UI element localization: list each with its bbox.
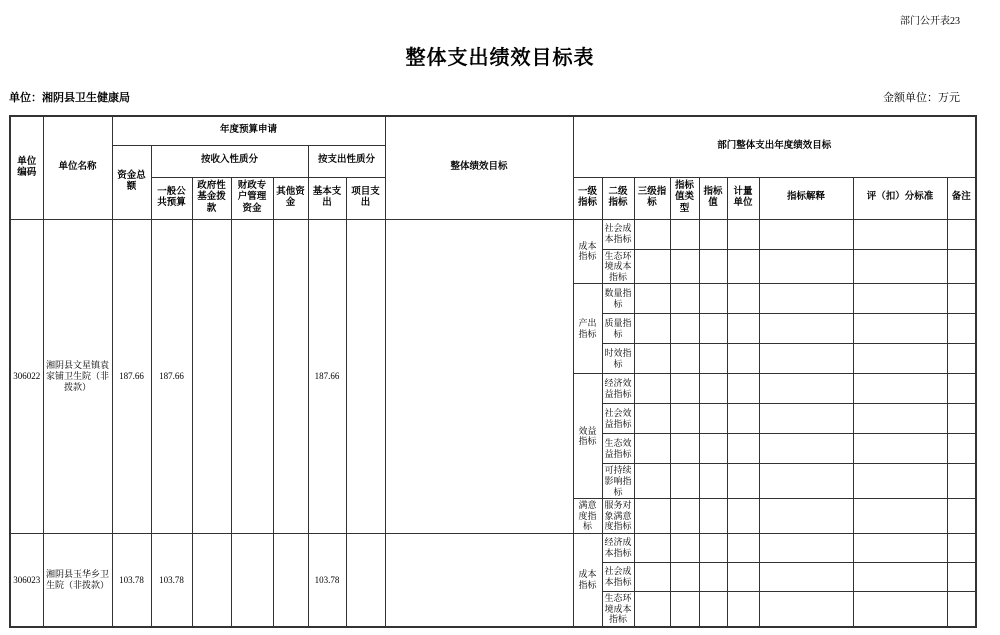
level2-indicator-cell: 生态效益指标 [602, 434, 634, 464]
header-other-funds: 其他资金 [273, 177, 308, 219]
scoring-cell [853, 499, 947, 534]
table-row [10, 533, 976, 562]
explanation-cell [759, 533, 853, 562]
project-expenditure-cell [346, 533, 385, 626]
unit-name-cell: 湘阴县文星镇袁家铺卫生院（非拨款） [43, 219, 112, 533]
level3-cell [634, 404, 670, 434]
level3-cell [634, 499, 670, 534]
header-value-type: 指标值类型 [670, 177, 699, 219]
unit-code-cell: 306022 [10, 219, 43, 533]
level2-indicator-cell: 社会成本指标 [602, 219, 634, 249]
unit-measure-cell [727, 219, 759, 249]
unit-measure-cell [727, 591, 759, 626]
header-unit-measure: 计量单位 [727, 177, 759, 219]
unit-measure-cell [727, 314, 759, 344]
indicator-value-cell [699, 464, 727, 499]
header-unit-code: 单位编码 [10, 116, 43, 219]
unit-measure-cell [727, 533, 759, 562]
value-type-cell [670, 374, 699, 404]
unit-measure-cell [727, 499, 759, 534]
value-type-cell [670, 533, 699, 562]
unit-measure-cell [727, 464, 759, 499]
value-type-cell [670, 219, 699, 249]
scoring-cell [853, 219, 947, 249]
level1-indicator-cell: 成本指标 [573, 219, 602, 284]
header-scoring: 评（扣）分标准 [853, 177, 947, 219]
unit-measure-cell [727, 284, 759, 314]
level2-indicator-cell: 经济效益指标 [602, 374, 634, 404]
header-general-public-budget: 一般公共预算 [151, 177, 192, 219]
gov-fund-cell [192, 533, 231, 626]
level3-cell [634, 533, 670, 562]
value-type-cell [670, 314, 699, 344]
explanation-cell [759, 464, 853, 499]
fiscal-special-cell [231, 533, 273, 626]
explanation-cell [759, 219, 853, 249]
explanation-cell [759, 591, 853, 626]
header-basic-expenditure: 基本支出 [308, 177, 346, 219]
level3-cell [634, 284, 670, 314]
indicator-value-cell [699, 314, 727, 344]
level3-cell [634, 464, 670, 499]
total-funds-cell: 103.78 [112, 533, 151, 626]
project-expenditure-cell [346, 219, 385, 533]
explanation-cell [759, 249, 853, 284]
scoring-cell [853, 284, 947, 314]
header-remark: 备注 [947, 177, 976, 219]
scoring-cell [853, 562, 947, 591]
table-row [10, 219, 976, 249]
header-by-income: 按收入性质分 [151, 145, 308, 177]
header-by-expenditure: 按支出性质分 [308, 145, 385, 177]
amount-unit-label: 金额单位：万元 [883, 92, 960, 104]
explanation-cell [759, 434, 853, 464]
level2-indicator-cell: 社会成本指标 [602, 562, 634, 591]
header-level2: 二级指标 [602, 177, 634, 219]
scoring-cell [853, 533, 947, 562]
level1-indicator-cell: 满意度指标 [573, 499, 602, 534]
level2-indicator-cell: 服务对象满意度指标 [602, 499, 634, 534]
remark-cell [947, 404, 976, 434]
level2-indicator-cell: 经济成本指标 [602, 533, 634, 562]
header-gov-fund: 政府性基金拨款 [192, 177, 231, 219]
unit-code-cell: 306023 [10, 533, 43, 626]
unit-measure-cell [727, 249, 759, 284]
scoring-cell [853, 344, 947, 374]
remark-cell [947, 562, 976, 591]
remark-cell [947, 344, 976, 374]
value-type-cell [670, 284, 699, 314]
value-type-cell [670, 249, 699, 284]
indicator-value-cell [699, 344, 727, 374]
level1-indicator-cell: 成本指标 [573, 533, 602, 626]
header-overall-target: 整体绩效目标 [385, 116, 573, 219]
level1-indicator-cell: 效益指标 [573, 374, 602, 499]
basic-expenditure-cell: 103.78 [308, 533, 346, 626]
remark-cell [947, 249, 976, 284]
value-type-cell [670, 404, 699, 434]
header-level3: 三级指标 [634, 177, 670, 219]
remark-cell [947, 374, 976, 404]
header-unit-name: 单位名称 [43, 116, 112, 219]
level3-cell [634, 562, 670, 591]
value-type-cell [670, 434, 699, 464]
indicator-value-cell [699, 533, 727, 562]
header-total-funds: 资金总额 [112, 145, 151, 219]
scoring-cell [853, 464, 947, 499]
header-dept-annual-target: 部门整体支出年度绩效目标 [573, 116, 976, 177]
overall-target-cell [385, 219, 573, 533]
level2-indicator-cell: 质量指标 [602, 314, 634, 344]
gov-fund-cell [192, 219, 231, 533]
unit-measure-cell [727, 344, 759, 374]
scoring-cell [853, 434, 947, 464]
explanation-cell [759, 562, 853, 591]
level2-indicator-cell: 数量指标 [602, 284, 634, 314]
form-number-label: 部门公开表23 [900, 16, 960, 27]
indicator-value-cell [699, 591, 727, 626]
level2-indicator-cell: 时效指标 [602, 344, 634, 374]
level2-indicator-cell: 可持续影响指标 [602, 464, 634, 499]
scoring-cell [853, 404, 947, 434]
header-indicator-value: 指标值 [699, 177, 727, 219]
indicator-value-cell [699, 404, 727, 434]
level3-cell [634, 344, 670, 374]
unit-name-cell: 湘阴县玉华乡卫生院（非拨款） [43, 533, 112, 626]
level3-cell [634, 434, 670, 464]
value-type-cell [670, 591, 699, 626]
explanation-cell [759, 314, 853, 344]
scoring-cell [853, 314, 947, 344]
remark-cell [947, 314, 976, 344]
scoring-cell [853, 374, 947, 404]
fiscal-special-cell [231, 219, 273, 533]
other-funds-cell [273, 533, 308, 626]
remark-cell [947, 434, 976, 464]
remark-cell [947, 591, 976, 626]
performance-target-table [9, 115, 977, 628]
value-type-cell [670, 464, 699, 499]
level3-cell [634, 591, 670, 626]
scoring-cell [853, 591, 947, 626]
level3-cell [634, 374, 670, 404]
level1-indicator-cell: 产出指标 [573, 284, 602, 374]
remark-cell [947, 499, 976, 534]
indicator-value-cell [699, 434, 727, 464]
indicator-value-cell [699, 499, 727, 534]
indicator-value-cell [699, 249, 727, 284]
unit-measure-cell [727, 404, 759, 434]
level2-indicator-cell: 生态环境成本指标 [602, 591, 634, 626]
basic-expenditure-cell: 187.66 [308, 219, 346, 533]
indicator-value-cell [699, 374, 727, 404]
unit-label: 单位：湘阴县卫生健康局 [9, 92, 130, 104]
level2-indicator-cell: 社会效益指标 [602, 404, 634, 434]
level2-indicator-cell: 生态环境成本指标 [602, 249, 634, 284]
level3-cell [634, 219, 670, 249]
value-type-cell [670, 499, 699, 534]
explanation-cell [759, 374, 853, 404]
level3-cell [634, 249, 670, 284]
header-level1: 一级指标 [573, 177, 602, 219]
header-annual-budget: 年度预算申请 [112, 116, 385, 145]
unit-measure-cell [727, 434, 759, 464]
total-funds-cell: 187.66 [112, 219, 151, 533]
indicator-value-cell [699, 562, 727, 591]
explanation-cell [759, 344, 853, 374]
explanation-cell [759, 404, 853, 434]
general-public-budget-cell: 103.78 [151, 533, 192, 626]
scoring-cell [853, 249, 947, 284]
header-fiscal-special: 财政专户管理资金 [231, 177, 273, 219]
other-funds-cell [273, 219, 308, 533]
general-public-budget-cell: 187.66 [151, 219, 192, 533]
header-project-expenditure: 项目支出 [346, 177, 385, 219]
explanation-cell [759, 284, 853, 314]
header-explanation: 指标解释 [759, 177, 853, 219]
overall-target-cell [385, 533, 573, 626]
level3-cell [634, 314, 670, 344]
value-type-cell [670, 562, 699, 591]
indicator-value-cell [699, 219, 727, 249]
explanation-cell [759, 499, 853, 534]
header-row-1 [10, 116, 976, 145]
indicator-value-cell [699, 284, 727, 314]
value-type-cell [670, 344, 699, 374]
remark-cell [947, 219, 976, 249]
unit-measure-cell [727, 374, 759, 404]
remark-cell [947, 284, 976, 314]
unit-measure-cell [727, 562, 759, 591]
page-title: 整体支出绩效目标表 [405, 47, 595, 69]
remark-cell [947, 464, 976, 499]
remark-cell [947, 533, 976, 562]
